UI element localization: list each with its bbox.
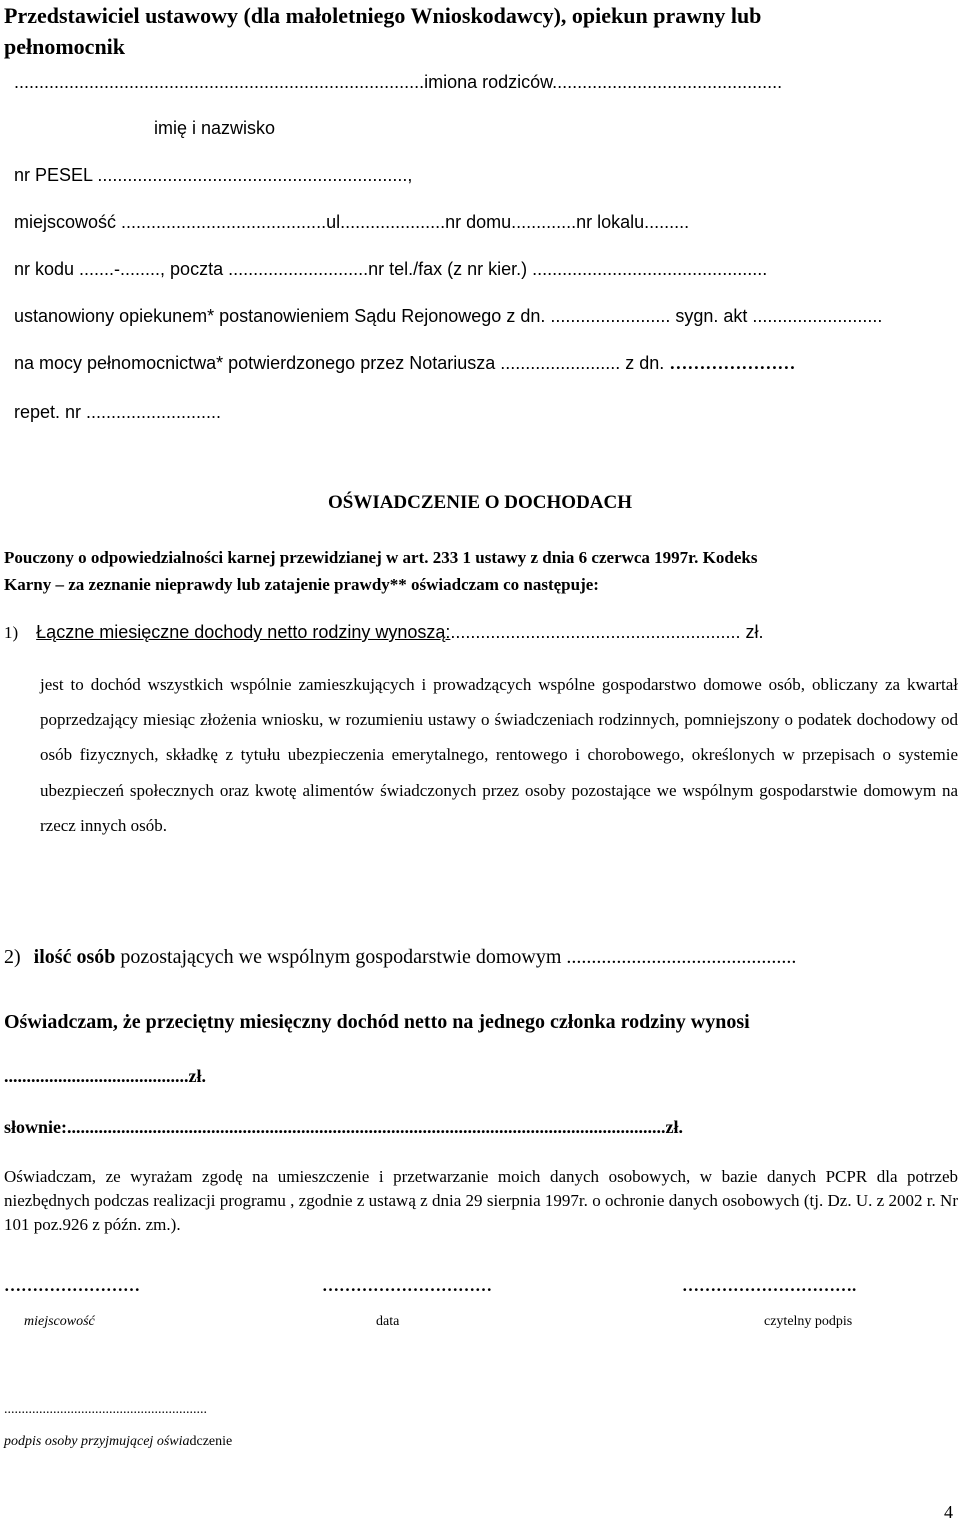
signature-dots: ………………………….	[682, 1276, 857, 1295]
intro-line-1: Pouczony o odpowiedzialności karnej przewidzianej w art. 233 1 ustawy z dnia 6 czerwca 1997r. Kodeks	[4, 548, 758, 567]
item-2-bold-label: ilość osób	[33, 946, 116, 968]
attorney-date-dots: …………………	[669, 353, 796, 373]
data-processing-consent: Oświadczam, ze wyrażam zgodę na umieszczenie i przetwarzanie moich danych osobowych, w bazie danych PCPR dla potrzeb niezbędnych podczas realizacji programu , zgodnie z ustawą z dnia 29 sierpnia 1997r. o ochronie danych osobowych (tj. Dz. U. z 2002 r. Nr 101 poz.926 z późn. zm.).	[4, 1167, 958, 1234]
signature-label: czytelny podpis	[764, 1314, 853, 1329]
document-title-line-1: Przedstawiciel ustawowy (dla małoletniego Wnioskodawcy), opiekun prawny lub	[4, 3, 762, 28]
attorney-notary-text: na mocy pełnomocnictwa* potwierdzonego przez Notariusza ........................ z dn.	[14, 353, 665, 373]
guardian-court-field: ustanowiony opiekunem* postanowieniem Sądu Rejonowego z dn. ........................ sygn. akt ..........................	[14, 306, 883, 326]
pesel-field: nr PESEL ..............................................................,	[14, 165, 413, 185]
receiver-label-italic: podpis osoby przyjmującej oświa	[4, 1434, 190, 1449]
item-1-label: Łączne miesięczne dochody netto rodziny wynoszą:	[36, 622, 451, 642]
item-2	[4, 946, 796, 969]
full-name-label: imię i nazwisko	[154, 118, 276, 138]
address-field: miejscowość .........................................ul.....................nr domu.............nr lokalu.........	[14, 212, 690, 232]
document-title-line-2: pełnomocnik	[4, 34, 126, 59]
repertory-number-field: repet. nr ...........................	[14, 402, 222, 422]
receiver-label-rest: dczenie	[189, 1434, 233, 1449]
item-1-number: 1)	[4, 623, 19, 642]
intro-line-2: Karny – za zeznanie nieprawdy lub zatajenie prawdy** oświadczam co następuje:	[4, 575, 599, 594]
place-signature-dots: ……………………	[4, 1276, 140, 1295]
average-income-in-words: słownie:.....................................................................................................................................zł.	[4, 1117, 683, 1137]
item-1	[4, 622, 763, 643]
postal-phone-field: nr kodu .......-........, poczta ............................nr tel./fax (z nr kier.) ...............................................	[14, 259, 768, 279]
statement-heading: OŚWIADCZENIE O DOCHODACH	[327, 492, 633, 513]
item-1-amount-dots: .......................................................... zł.	[450, 622, 764, 642]
parents-names-field: ..................................................................................imiona rodziców..............................................	[14, 72, 783, 92]
average-income-amount: .........................................zł.	[4, 1066, 206, 1086]
receiver-signature-dots: ..........................................................	[4, 1402, 207, 1417]
average-income-statement: Oświadczam, że przeciętny miesięczny dochód netto na jednego członka rodziny wynosi	[4, 1011, 750, 1033]
item-2-text: pozostających we wspólnym gospodarstwie domowym ..............................................	[115, 946, 797, 968]
attorney-notary-field	[14, 353, 795, 374]
receiver-signature-label	[4, 1434, 232, 1450]
place-label: miejscowość	[24, 1314, 95, 1329]
date-label: data	[376, 1314, 400, 1329]
income-definition-paragraph: jest to dochód wszystkich wspólnie zamieszkujących i prowadzących wspólne gospodarstwo domowe osób, obliczany za kwartał poprzedzający miesiąc złożenia wniosku, w rozumieniu ustawy o świadczeniach rodzinnych, pomniejszony o podatek dochodowy od osób fizycznych, składkę z tytułu ubezpieczenia emerytalnego, rentowego i chorobowego, określonych w przepisach o systemie ubezpieczeń społecznych oraz kwotę alimentów świadczonych przez osoby pozostające we wspólnym gospodarstwie domowym na rzecz innych osób.	[40, 675, 958, 835]
date-signature-dots: …………………………	[322, 1276, 492, 1295]
page-number: 4	[944, 1502, 953, 1522]
item-2-number: 2)	[4, 946, 21, 968]
